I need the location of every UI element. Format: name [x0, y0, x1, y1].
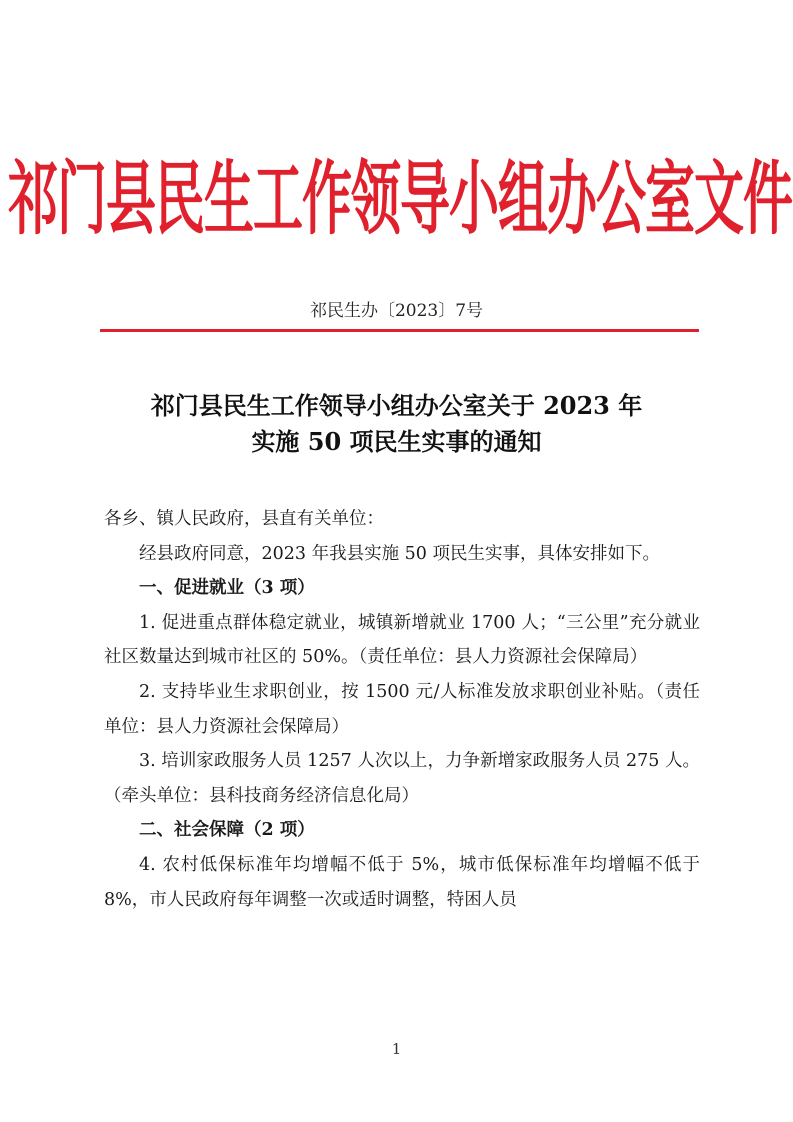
- salutation: 各乡、镇人民政府，县直有关单位：: [104, 509, 384, 529]
- document-number: 祁民生办〔2023〕7号: [309, 301, 484, 321]
- intro-paragraph: 经县政府同意，2023 年我县实施 50 项民生实事，具体安排如下。: [139, 543, 660, 564]
- list-item-1: 1. 促进重点群体稳定就业，城镇新增就业 1700 人；“三公里”充分就业社区数量达到城市社区的 50%。（责任单位：县人力资源社会保障局）: [104, 612, 700, 668]
- list-item-4: 4. 农村低保标准年均增幅不低于 5%，城市低保标准年均增幅不低于 8%，市人民政府每年调整一次或适时调整，特困人员: [104, 854, 700, 910]
- notice-title-line1: 祁门县民生工作领导小组办公室关于 2023 年: [150, 391, 643, 420]
- document-header-title: [8, 138, 792, 248]
- red-divider: [100, 329, 699, 332]
- section-heading-employment: 一、促进就业（3 项）: [139, 578, 315, 599]
- document-body: [104, 502, 700, 917]
- section-heading-social-security: 二、社会保障（2 项）: [139, 820, 315, 841]
- list-item-3: 3. 培训家政服务人员 1257 人次以上，力争新增家政服务人员 275 人。（牵头单位：县科技商务经济信息化局）: [104, 751, 700, 806]
- list-item-2: 2. 支持毕业生求职创业，按 1500 元/人标准发放求职创业补贴。（责任单位：县人力资源社会保障局）: [104, 681, 700, 737]
- page-number: 1: [391, 1040, 402, 1058]
- header-title-text: 祁门县民生工作领导小组办公室文件: [8, 153, 792, 246]
- notice-title-line2: 实施 50 项民生实事的通知: [251, 427, 542, 456]
- notice-title: [90, 388, 703, 460]
